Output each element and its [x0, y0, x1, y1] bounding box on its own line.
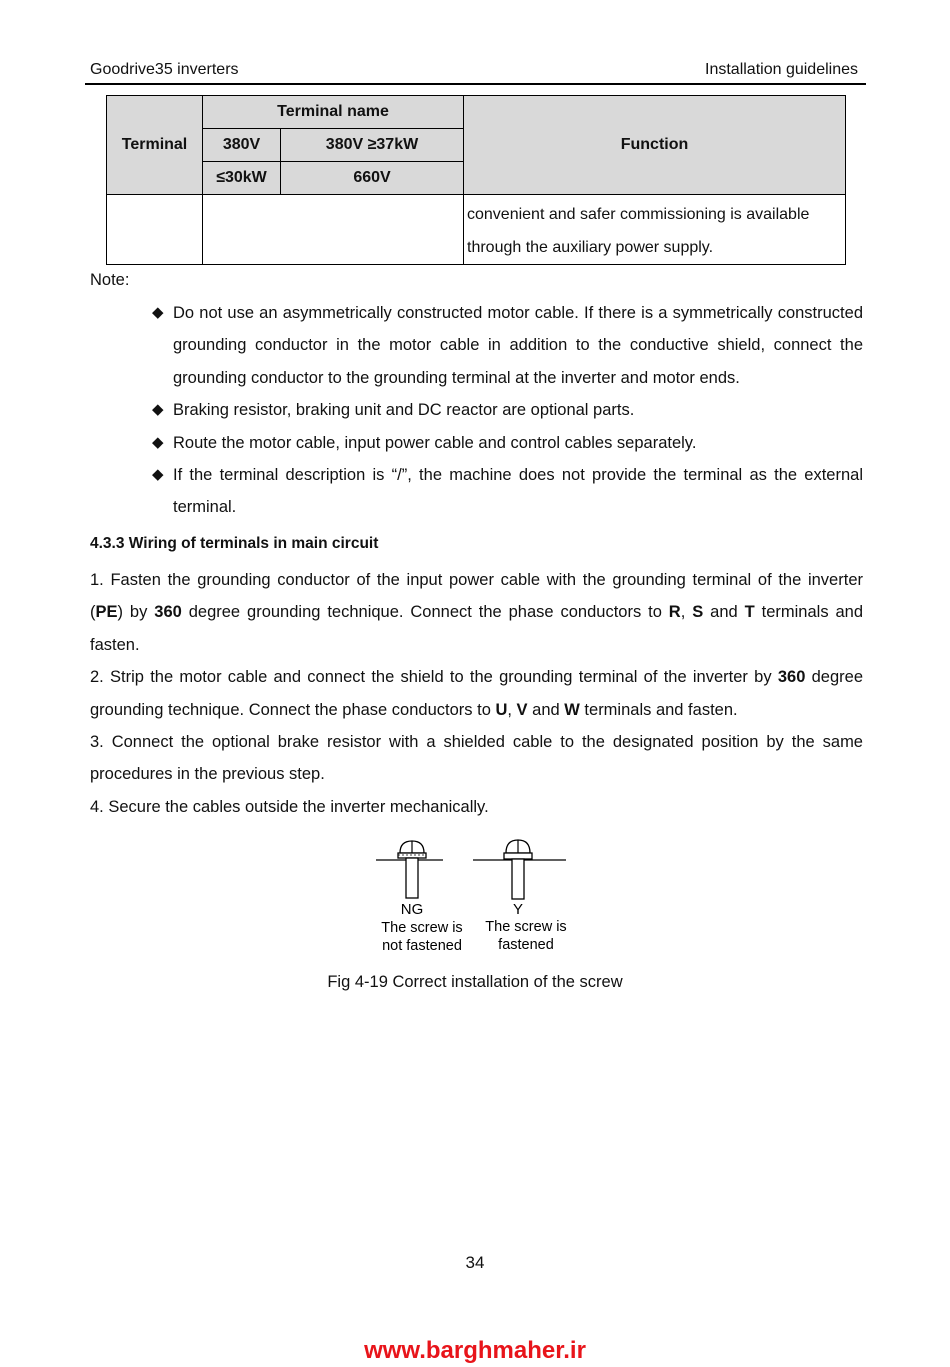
y-label: Y — [512, 901, 524, 918]
screw-not-fastened-icon — [398, 841, 426, 898]
website-link[interactable]: www.barghmaher.ir — [364, 1337, 586, 1364]
table-row — [107, 195, 846, 265]
table-cell-function — [464, 195, 846, 265]
note-item: ◆ Do not use an asymmetrically constructed motor cable. If there is a symmetrically constructed grounding conductor in the motor cable in addition to the conductive shield, connect the grounding conductor to the grounding terminal at the inverter and motor ends. — [152, 297, 863, 394]
ng-label: NG — [400, 901, 424, 918]
step-3: 3. Connect the optional brake resistor with a shielded cable to the designated position by the same procedures in the previous step. — [90, 733, 863, 784]
ng-caption-line-1: The screw is — [381, 920, 463, 936]
diamond-bullet-icon: ◆ — [152, 401, 164, 419]
subheader-le30kw: ≤30kW — [203, 162, 281, 195]
subheader-380v-ge37kw: 380V ≥37kW — [281, 129, 464, 162]
note-title: Note: — [90, 271, 130, 289]
terminal-column-header: Terminal — [107, 96, 203, 195]
step-4: 4. Secure the cables outside the inverter mechanically. — [90, 797, 489, 816]
subheader-380v: 380V — [203, 129, 281, 162]
header-doc-title: Goodrive35 inverters — [90, 61, 239, 78]
note-list — [152, 297, 863, 524]
ng-caption-line-2: not fastened — [382, 938, 462, 954]
terminal-name-header: Terminal name — [203, 96, 464, 129]
step-1: 1. Fasten the grounding conductor of the input power cable with the grounding terminal of the inverter (PE) by 360 degree grounding technique. Connect the phase conductors to R, S and T terminals and fasten. — [90, 571, 864, 654]
table-cell-terminal-name — [203, 195, 464, 265]
note-item: ◆ Braking resistor, braking unit and DC reactor are optional parts. — [152, 394, 863, 426]
note-item: ◆ If the terminal description is “/”, the machine does not provide the terminal as the external terminal. — [152, 459, 863, 524]
page-number: 34 — [465, 1253, 485, 1272]
step-2: 2. Strip the motor cable and connect the shield to the grounding terminal of the inverter by 360 degree grounding technique. Connect the phase conductors to U, V and W terminals and fasten. — [90, 668, 864, 719]
y-caption-line-2: fastened — [498, 937, 554, 953]
subheader-660v: 660V — [281, 162, 464, 195]
section-heading: 4.3.3 Wiring of terminals in main circuit — [90, 535, 379, 552]
function-column-header: Function — [464, 96, 846, 195]
y-caption-line-1: The screw is — [485, 919, 567, 935]
function-text-line-2: through the auxiliary power supply. — [467, 239, 714, 256]
screw-fastened-icon — [504, 840, 532, 899]
diamond-bullet-icon: ◆ — [152, 304, 164, 321]
terminal-table — [106, 95, 846, 265]
wiring-steps — [90, 564, 863, 823]
function-text-line-1: convenient and safer commissioning is available — [467, 206, 810, 223]
header-chapter-title: Installation guidelines — [705, 61, 858, 78]
figure-caption: Fig 4-19 Correct installation of the screw — [327, 973, 623, 991]
table-cell-terminal — [107, 195, 203, 265]
header-rule — [85, 83, 866, 85]
diamond-bullet-icon: ◆ — [152, 433, 164, 451]
screw-installation-figure — [368, 833, 582, 955]
note-item: ◆ Route the motor cable, input power cable and control cables separately. — [152, 427, 863, 459]
diamond-bullet-icon: ◆ — [152, 466, 164, 484]
